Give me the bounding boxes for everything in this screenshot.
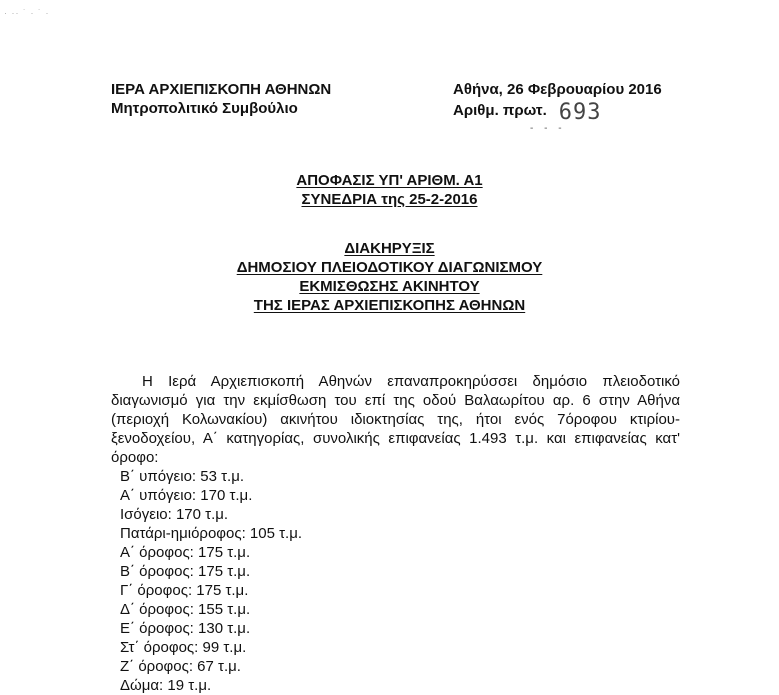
floor-area-item: Πατάρι-ημιόροφος: 105 τ.μ. [120,525,303,542]
floor-area-item: Ζ΄ όροφος: 67 τ.μ. [120,658,241,675]
date-protocol-block [453,80,662,125]
body-section [111,372,680,695]
scan-artifact-marks: · ·· ˙ · ˙ · [4,8,50,18]
floor-area-item: Ισόγειο: 170 τ.μ. [120,506,229,523]
stamp-dash-marks: - - - [530,123,566,134]
floor-area-item: Δ΄ όροφος: 155 τ.μ. [120,601,251,618]
floor-area-item: Β΄ υπόγειο: 53 τ.μ. [120,468,245,485]
intro-paragraph: Η Ιερά Αρχιεπισκοπή Αθηνών επαναπροκηρύσσει δημόσιο πλειοδοτικό διαγωνισμό για την εκμίσθωση του επί της οδού Βαλαωρίτου αρ. 6 στην Αθήνα (περιοχή Κολωνακίου) ακινήτου ιδιοκτησίας της, ήτοι ενός 7όροφου κτιρίου-ξενοδοχείου, Α΄ κατηγορίας, συνολικής επιφανείας 1.493 τ.μ. και επιφανείας κατ' όροφο: [111,373,680,466]
declaration-title: ΔΙΑΚΗΡΥΞΙΣ [344,240,435,257]
floor-area-item: Β΄ όροφος: 175 τ.μ. [120,563,251,580]
floor-area-item: Δώμα: 19 τ.μ. [120,677,212,694]
decision-number: ΑΠΟΦΑΣΙΣ ΥΠ' ΑΡΙΘΜ. Α1 [296,172,483,189]
decision-heading [0,171,779,209]
issuer-name: ΙΕΡΑ ΑΡΧΙΕΠΙΣΚΟΠΗ ΑΘΗΝΩΝ [111,81,332,98]
document-date: Αθήνα, 26 Φεβρουαρίου 2016 [453,81,662,98]
floor-area-item: Ε΄ όροφος: 130 τ.μ. [120,620,251,637]
issuer-block [111,80,331,118]
declaration-heading [0,239,779,315]
floor-area-item: Α΄ υπόγειο: 170 τ.μ. [120,487,253,504]
protocol-line [453,99,662,125]
session-date: ΣΥΝΕΔΡΙΑ της 25-2-2016 [301,191,478,208]
floor-area-item: Α΄ όροφος: 175 τ.μ. [120,544,251,561]
floor-area-item: Στ΄ όροφος: 99 τ.μ. [120,639,247,656]
issuer-council: Μητροπολιτικό Συμβούλιο [111,100,298,117]
protocol-label: Αριθμ. πρωτ. [453,102,547,119]
declaration-subtitle-3: ΤΗΣ ΙΕΡΑΣ ΑΡΧΙΕΠΙΣΚΟΠΗΣ ΑΘΗΝΩΝ [253,297,526,314]
protocol-number-stamp: 693 [558,100,602,125]
floor-area-item: Γ΄ όροφος: 175 τ.μ. [120,582,249,599]
declaration-subtitle-1: ΔΗΜΟΣΙΟΥ ΠΛΕΙΟΔΟΤΙΚΟΥ ΔΙΑΓΩΝΙΣΜΟΥ [236,259,543,276]
declaration-subtitle-2: ΕΚΜΙΣΘΩΣΗΣ ΑΚΙΝΗΤΟΥ [299,278,480,295]
floor-area-list [111,467,680,695]
